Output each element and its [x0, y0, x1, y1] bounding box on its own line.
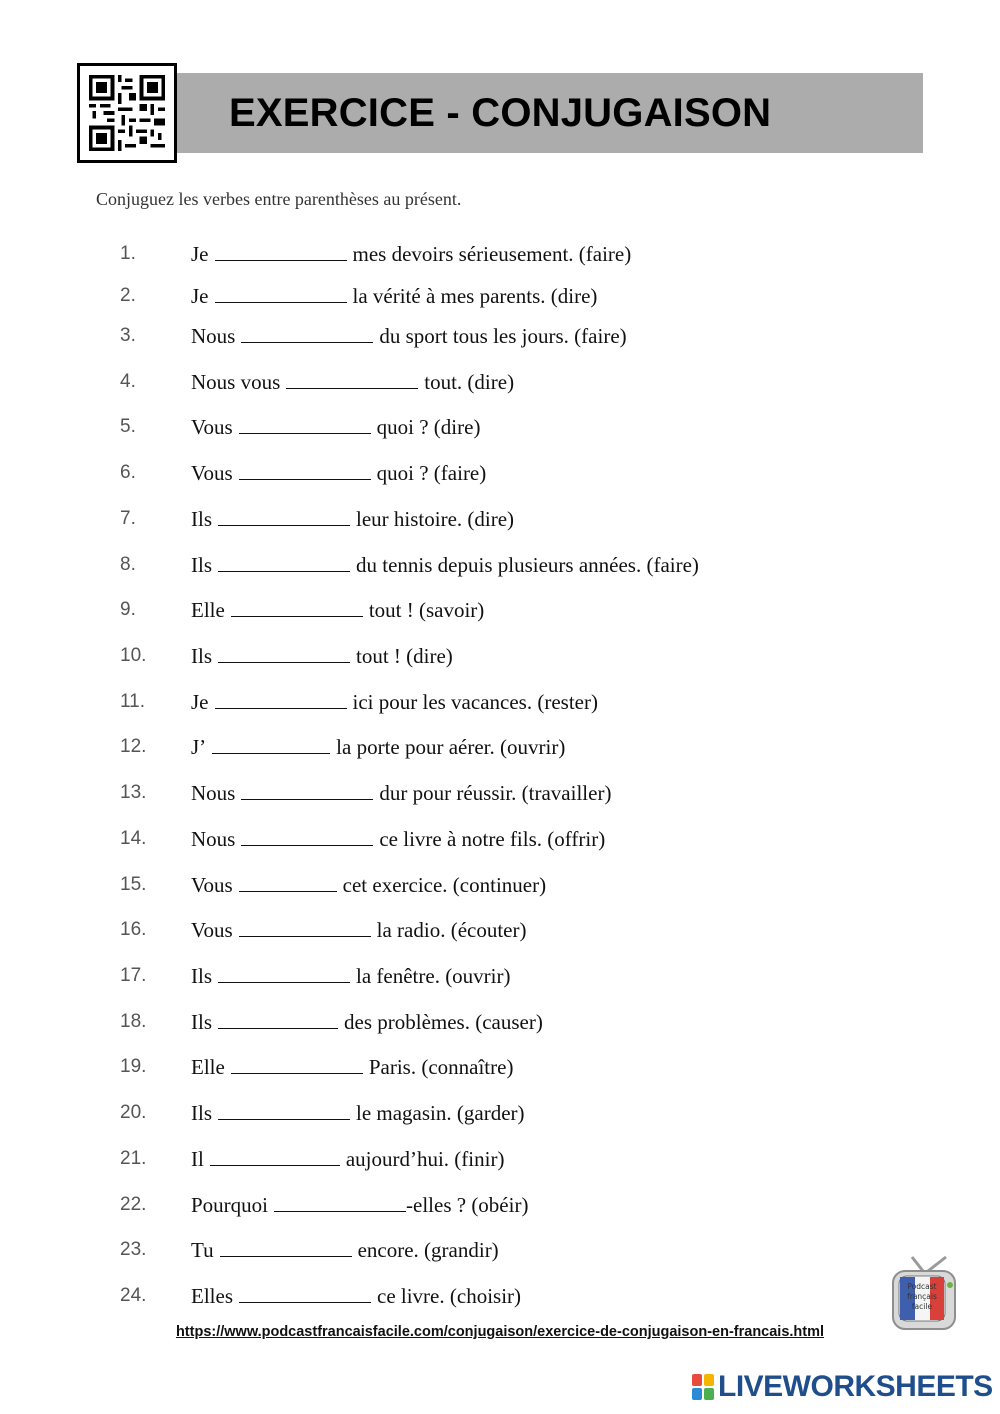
- exercise-item: [0, 370, 1000, 400]
- exercise-subject: Je: [191, 242, 209, 266]
- exercise-subject: Ils: [191, 507, 212, 531]
- exercise-item: [0, 1101, 1000, 1131]
- exercise-item: [0, 827, 1000, 857]
- qr-code-icon: [77, 63, 177, 163]
- exercise-number: 5.: [120, 416, 136, 437]
- exercise-number: 16.: [120, 919, 147, 940]
- exercise-item: [0, 1055, 1000, 1085]
- exercise-number: 12.: [120, 736, 147, 757]
- answer-blank[interactable]: [218, 1027, 338, 1029]
- exercise-prompt: mes devoirs sérieusement. (faire): [352, 242, 632, 266]
- exercise-item: [0, 1193, 1000, 1223]
- exercise-number: 22.: [120, 1194, 147, 1215]
- exercise-prompt: cet exercice. (continuer): [342, 873, 547, 897]
- answer-blank[interactable]: [231, 1072, 363, 1074]
- exercise-number: 7.: [120, 508, 136, 529]
- exercise-prompt: leur histoire. (dire): [356, 507, 515, 531]
- exercise-subject: Nous: [191, 827, 236, 851]
- exercise-subject: Ils: [191, 1010, 212, 1034]
- answer-blank[interactable]: [286, 387, 418, 389]
- exercise-item: [0, 461, 1000, 491]
- answer-blank[interactable]: [218, 661, 350, 663]
- exercise-prompt: le magasin. (garder): [356, 1101, 525, 1125]
- exercise-prompt: quoi ? (faire): [376, 461, 487, 485]
- exercise-prompt: tout ! (savoir): [368, 598, 485, 622]
- exercise-item: [0, 507, 1000, 537]
- exercise-number: 13.: [120, 782, 147, 803]
- exercise-item: [0, 553, 1000, 583]
- exercise-prompt: la fenêtre. (ouvrir): [356, 964, 511, 988]
- tv-logo-icon: [890, 1255, 958, 1335]
- exercise-subject: Vous: [191, 461, 233, 485]
- exercise-subject: Ils: [191, 964, 212, 988]
- exercise-subject: Ils: [191, 644, 212, 668]
- exercise-prompt: du tennis depuis plusieurs années. (faire): [356, 553, 699, 577]
- exercise-number: 15.: [120, 874, 147, 895]
- exercise-prompt: quoi ? (dire): [376, 415, 481, 439]
- exercise-item: [0, 284, 1000, 314]
- exercise-prompt: ce livre à notre fils. (offrir): [379, 827, 606, 851]
- exercise-subject: Ils: [191, 553, 212, 577]
- exercise-prompt: du sport tous les jours. (faire): [379, 324, 627, 348]
- exercise-prompt: dur pour réussir. (travailler): [379, 781, 612, 805]
- exercise-prompt: la radio. (écouter): [376, 918, 527, 942]
- exercise-item: [0, 1284, 1000, 1314]
- exercise-subject: Je: [191, 284, 209, 308]
- exercise-prompt: ici pour les vacances. (rester): [352, 690, 598, 714]
- answer-blank[interactable]: [239, 890, 337, 892]
- exercise-number: 10.: [120, 645, 147, 666]
- exercise-number: 9.: [120, 599, 136, 620]
- exercise-number: 11.: [120, 691, 146, 712]
- exercise-subject: Vous: [191, 873, 233, 897]
- exercise-subject: Elle: [191, 1055, 225, 1079]
- liveworksheets-logo-icon: [692, 1374, 714, 1400]
- answer-blank[interactable]: [239, 1301, 371, 1303]
- exercise-subject: Ils: [191, 1101, 212, 1125]
- answer-blank[interactable]: [241, 844, 373, 846]
- answer-blank[interactable]: [218, 524, 350, 526]
- exercise-subject: Vous: [191, 415, 233, 439]
- answer-blank[interactable]: [231, 615, 363, 617]
- tv-logo-text: facile: [911, 1302, 933, 1311]
- exercise-item: [0, 1010, 1000, 1040]
- exercise-item: [0, 644, 1000, 674]
- exercise-number: 20.: [120, 1102, 147, 1123]
- exercise-item: [0, 324, 1000, 354]
- title-band: [177, 73, 923, 153]
- exercise-subject: Elles: [191, 1284, 233, 1308]
- exercise-item: [0, 1238, 1000, 1268]
- exercise-subject: Vous: [191, 918, 233, 942]
- exercise-subject: J’: [191, 735, 207, 759]
- answer-blank[interactable]: [274, 1210, 406, 1212]
- answer-blank[interactable]: [239, 432, 371, 434]
- exercise-number: 4.: [120, 371, 136, 392]
- exercise-prompt: tout ! (dire): [356, 644, 453, 668]
- exercise-subject: Tu: [191, 1238, 214, 1262]
- answer-blank[interactable]: [239, 478, 371, 480]
- answer-blank[interactable]: [241, 798, 373, 800]
- answer-blank[interactable]: [210, 1164, 340, 1166]
- exercise-subject: Il: [191, 1147, 204, 1171]
- exercise-item: [0, 873, 1000, 903]
- exercise-subject: Pourquoi: [191, 1193, 269, 1217]
- exercise-prompt: la vérité à mes parents. (dire): [352, 284, 598, 308]
- exercise-number: 23.: [120, 1239, 147, 1260]
- answer-blank[interactable]: [215, 707, 347, 709]
- exercise-number: 17.: [120, 965, 147, 986]
- exercise-number: 1.: [120, 243, 136, 264]
- exercise-prompt: aujourd’hui. (finir): [345, 1147, 505, 1171]
- exercise-number: 6.: [120, 462, 136, 483]
- answer-blank[interactable]: [218, 570, 350, 572]
- exercise-subject: Elle: [191, 598, 225, 622]
- exercise-item: [0, 242, 1000, 272]
- exercise-item: [0, 1147, 1000, 1177]
- exercise-number: 19.: [120, 1056, 147, 1077]
- exercise-item: [0, 598, 1000, 628]
- answer-blank[interactable]: [220, 1255, 352, 1257]
- exercise-number: 18.: [120, 1011, 147, 1032]
- exercise-number: 8.: [120, 554, 136, 575]
- answer-blank[interactable]: [241, 341, 373, 343]
- exercise-subject: Nous vous: [191, 370, 281, 394]
- answer-blank[interactable]: [215, 259, 347, 261]
- exercise-item: [0, 735, 1000, 765]
- exercise-number: 2.: [120, 285, 136, 306]
- exercise-item: [0, 918, 1000, 948]
- exercise-prompt: Paris. (connaître): [368, 1055, 514, 1079]
- exercise-number: 24.: [120, 1285, 147, 1306]
- tv-logo-text: Podcast: [907, 1282, 937, 1291]
- exercise-prompt: encore. (grandir): [357, 1238, 499, 1262]
- exercise-number: 14.: [120, 828, 147, 849]
- answer-blank[interactable]: [212, 752, 330, 754]
- tv-logo-text: français: [907, 1292, 937, 1301]
- exercise-number: 3.: [120, 325, 136, 346]
- exercise-number: 21.: [120, 1148, 147, 1169]
- exercise-prompt: la porte pour aérer. (ouvrir): [336, 735, 566, 759]
- page-title: EXERCICE - CONJUGAISON: [229, 91, 772, 135]
- exercise-item: [0, 690, 1000, 720]
- exercise-item: [0, 781, 1000, 811]
- exercise-item: [0, 415, 1000, 445]
- brand-logo: [692, 1370, 993, 1404]
- exercise-subject: Nous: [191, 781, 236, 805]
- exercise-item: [0, 964, 1000, 994]
- instruction-text: Conjuguez les verbes entre parenthèses au présent.: [96, 189, 462, 209]
- brand-name: LIVEWORKSHEETS: [718, 1370, 993, 1403]
- exercise-subject: Nous: [191, 324, 236, 348]
- answer-blank[interactable]: [215, 301, 347, 303]
- exercise-prompt: tout. (dire): [424, 370, 515, 394]
- exercise-subject: Je: [191, 690, 209, 714]
- exercise-prompt: -elles ? (obéir): [406, 1193, 529, 1217]
- exercise-prompt: des problèmes. (causer): [344, 1010, 543, 1034]
- answer-blank[interactable]: [218, 981, 350, 983]
- answer-blank[interactable]: [218, 1118, 350, 1120]
- exercise-prompt: ce livre. (choisir): [377, 1284, 522, 1308]
- source-link[interactable]: https://www.podcastfrancaisfacile.com/conjugaison/exercice-de-conjugaison-en-francais.html: [175, 1324, 825, 1340]
- answer-blank[interactable]: [239, 935, 371, 937]
